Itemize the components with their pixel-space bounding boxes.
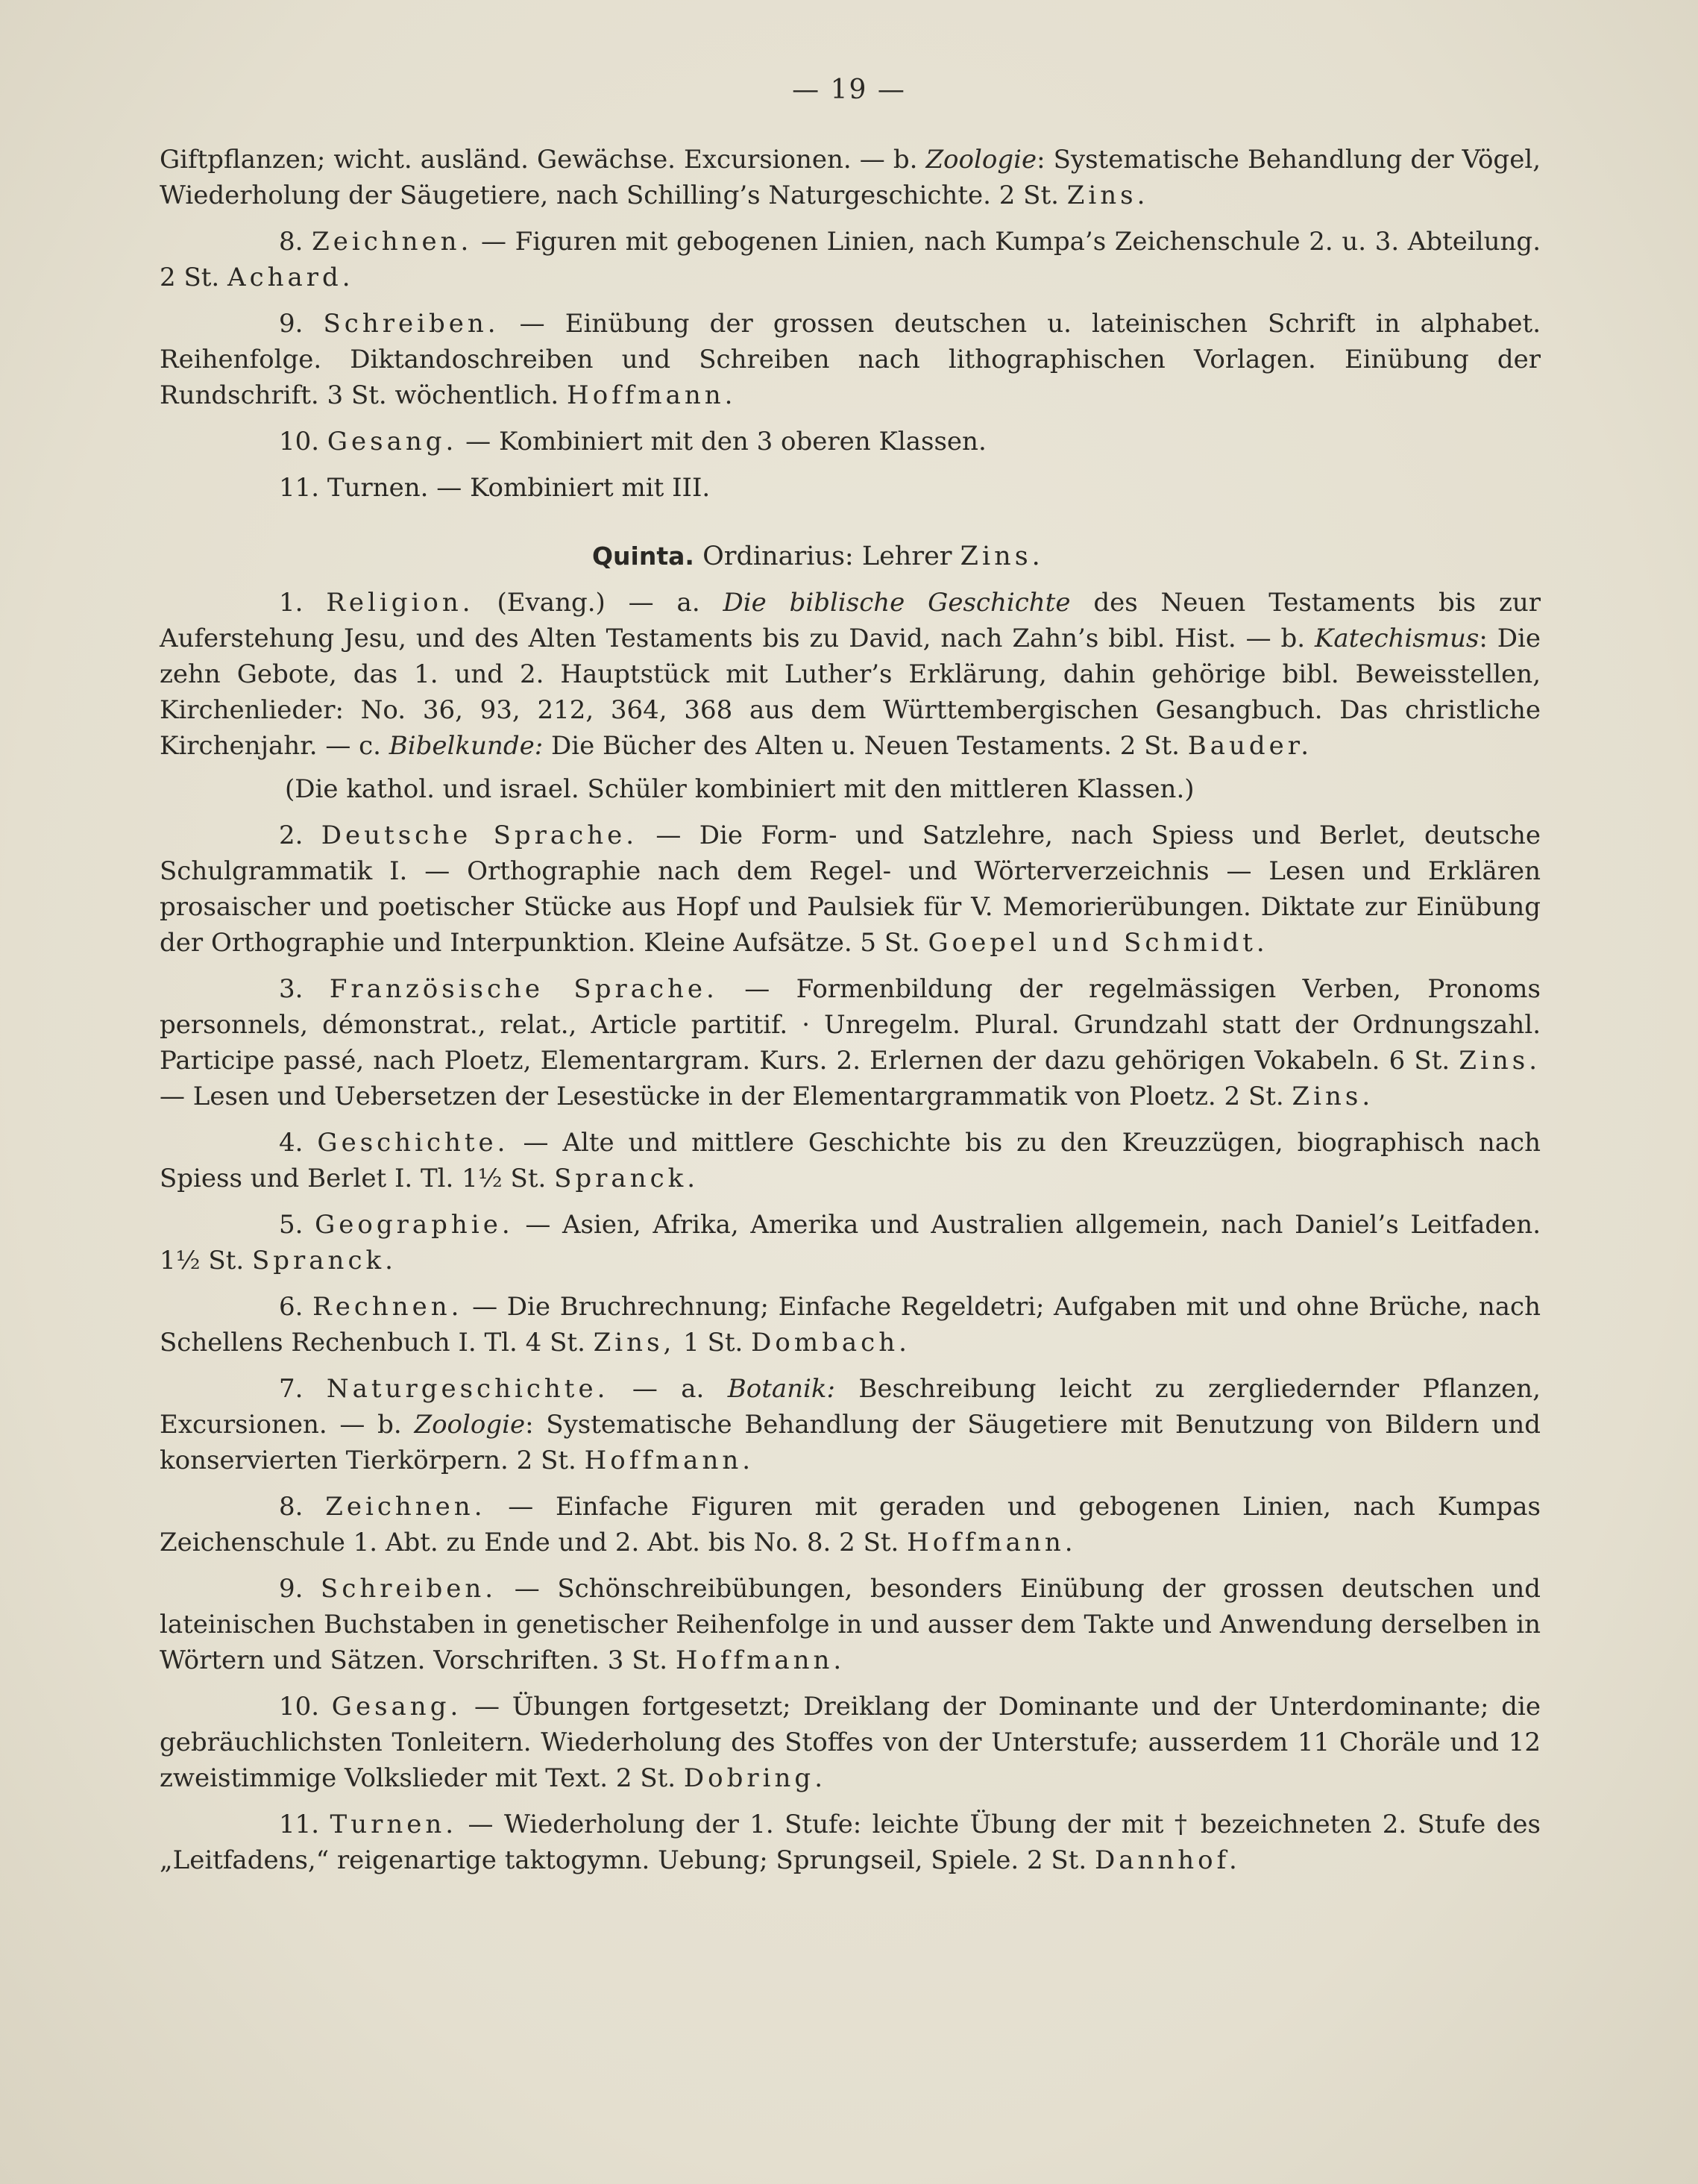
subject-item-naturgeschichte xyxy=(160,1371,1541,1478)
subject-title: Religion. xyxy=(326,588,474,618)
teacher-name: Hoffmann. xyxy=(584,1446,755,1475)
item-text: — a. xyxy=(609,1374,728,1404)
subject-item-religion xyxy=(160,585,1541,764)
teacher-name: Spranck. xyxy=(554,1164,699,1193)
subject-title: Geographie. xyxy=(315,1210,514,1240)
teacher-name: Zins. xyxy=(1292,1082,1374,1111)
continued-paragraph xyxy=(160,142,1541,213)
item-text: Die Bücher des Alten u. Neuen Testaments. 2 St. xyxy=(543,731,1188,761)
subject-item-turnen-quinta xyxy=(160,1807,1541,1878)
item-number: 1. xyxy=(279,588,327,618)
text-run: : Systematische Behandlung der Vögel, Wiederholung der Säugetiere, nach Schilling’s Naturgeschichte. 2 St. xyxy=(160,145,1541,210)
item-number: 9. xyxy=(279,1574,321,1604)
item-text: : Die zehn Gebote, das 1. und 2. Hauptstück mit Luther’s Erklärung, dahin gehörige bibl. Beweisstellen, Kirchenlieder: No. 36, 93, 212, 364, 368 aus dem Württembergischen Gesangbuch. Das christliche Kirchenjahr. — c. xyxy=(160,624,1541,761)
religion-note: (Die kathol. und israel. Schüler kombiniert mit den mittleren Klassen.) xyxy=(285,774,1195,804)
teacher-name: Hoffmann. xyxy=(567,380,737,410)
item-text: — Die Bruchrechnung; Einfache Regeldetri; Aufgaben mit und ohne Brüche, nach Schellens Rechenbuch I. Tl. 4 St. xyxy=(160,1292,1541,1358)
teacher-name: Hoffmann. xyxy=(675,1645,846,1675)
teacher-name: Zins. xyxy=(1066,181,1149,210)
item-text: — Einübung der grossen deutschen u. lateinischen Schrift in alphabet. Reihenfolge. Diktandoschreiben und Schreiben nach lithographischen Vorlagen. Einübung der Rundschrift. 3 St. wöchentlich. xyxy=(160,309,1541,410)
item-number: 2. xyxy=(279,820,321,850)
item-number: 10. xyxy=(279,427,327,456)
teacher-name: Goepel und Schmidt. xyxy=(928,928,1268,958)
subject-title: Zeichnen. xyxy=(325,1492,486,1522)
item-number: 5. xyxy=(279,1210,315,1240)
item-text: — Übungen fortgesetzt; Dreiklang der Dominante und der Unterdominante; die gebräuchlichsten Tonleitern. Wiederholung des Stoffes von der Unterstufe; ausserdem 11 Choräle und 12 zweistimmige Volkslieder mit Text. 2 St. xyxy=(160,1692,1541,1793)
item-text: — Wiederholung der 1. Stufe: leichte Übung der mit † bezeichneten 2. Stufe des „Leitfadens,“ reigenartige taktogymn. Uebung; Sprungseil, Spiele. 2 St. xyxy=(160,1810,1541,1875)
item-number: 9. xyxy=(279,309,324,339)
item-text: — Asien, Afrika, Amerika und Australien allgemein, nach Daniel’s Leitfaden. 1½ St. xyxy=(160,1210,1541,1275)
page-number: — 19 — xyxy=(792,75,906,105)
italic-run: Zoologie xyxy=(925,145,1037,175)
item-text: — Kombiniert mit den 3 oberen Klassen. xyxy=(457,427,987,456)
item-number: 11. xyxy=(279,473,327,503)
subject-item-zeichnen xyxy=(160,224,1541,295)
subject-item-geographie xyxy=(160,1207,1541,1278)
subject-title: Gesang. xyxy=(331,1692,462,1722)
item-text: — Alte und mittlere Geschichte bis zu den Kreuzzügen, biographisch nach Spiess und Berlet I. Tl. 1½ St. xyxy=(160,1128,1541,1193)
item-text: — Formenbildung der regelmässigen Verben, Pronoms personnels, démonstrat., relat., Article partitif. · Unregelm. Plural. Grundzahl statt der Ordnungszahl. Participe passé, nach Ploetz, Elementargram. Kurs. 2. Erlernen der dazu gehörigen Vokabeln. 6 St. xyxy=(160,974,1541,1076)
section-heading-quinta xyxy=(160,539,1541,574)
subject-title: Gesang. xyxy=(327,427,458,456)
teacher-name: Achard. xyxy=(227,263,354,292)
italic-run: Katechismus xyxy=(1315,624,1480,653)
item-number: 4. xyxy=(279,1128,318,1158)
subject-item-schreiben-quinta xyxy=(160,1571,1541,1678)
italic-run: Die biblische Geschichte xyxy=(723,588,1071,618)
item-number: 3. xyxy=(279,974,330,1004)
item-number: 6. xyxy=(279,1292,313,1322)
item-text: Beschreibung leicht zu zergliedernder Pflanzen, Excursionen. — b. xyxy=(160,1374,1541,1440)
item-number: 7. xyxy=(279,1374,327,1404)
teacher-name: Bauder. xyxy=(1187,731,1313,761)
subject-title: Naturgeschichte. xyxy=(326,1374,609,1404)
item-text: — Einfache Figuren mit geraden und gebogenen Linien, nach Kumpas Zeichenschule 1. Abt. zu Ende und 2. Abt. bis No. 8. 2 St. xyxy=(160,1492,1541,1557)
italic-run: Botanik: xyxy=(727,1374,835,1404)
item-number: 10. xyxy=(279,1692,332,1722)
class-title: Quinta. xyxy=(592,542,694,571)
ordinarius-label: Ordinarius: Lehrer xyxy=(694,542,960,571)
subject-title: Turnen. xyxy=(330,1810,458,1839)
subject-title: Schreiben. xyxy=(323,309,500,339)
subject-item-zeichnen-quinta xyxy=(160,1489,1541,1560)
item-text: — Figuren mit gebogenen Linien, nach Kumpa’s Zeichenschule 2. u. 3. Abteilung. 2 St. xyxy=(160,227,1541,292)
teacher-name: Dannhof. xyxy=(1094,1845,1241,1875)
item-number: 11. xyxy=(279,1810,330,1839)
page-body xyxy=(160,142,1541,1878)
subject-item-deutsch xyxy=(160,818,1541,961)
subject-title: Französische Sprache. xyxy=(329,974,718,1004)
item-text: — Die Form- und Satzlehre, nach Spiess und Berlet, deutsche Schulgrammatik I. — Orthographie nach dem Regel- und Wörterverzeichnis — Lesen und Erklären prosaischer und poetischer Stücke aus Hopf und Paulsiek für V. Memorierübungen. Diktate zur Einübung der Orthographie und Interpunktion. Kleine Aufsätze. 5 St. xyxy=(160,820,1541,958)
subject-item-rechnen xyxy=(160,1289,1541,1361)
subject-title: Deutsche Sprache. xyxy=(321,820,638,850)
subject-item-gesang xyxy=(160,424,1541,459)
subject-item-schreiben xyxy=(160,306,1541,413)
item-text: — Kombiniert mit III. xyxy=(428,473,711,503)
teacher-name: Zins. xyxy=(1459,1046,1541,1076)
item-text: des Neuen Testaments bis zur Auferstehung Jesu, und des Alten Testaments bis zu David, nach Zahn’s bibl. Hist. — b. xyxy=(160,588,1541,653)
subject-item-turnen xyxy=(160,470,1541,506)
subject-title: Turnen. xyxy=(327,473,429,503)
subject-item-geschichte xyxy=(160,1125,1541,1196)
teacher-name: Spranck. xyxy=(251,1246,397,1275)
item-number: 8. xyxy=(279,227,312,257)
teacher-name: Dobring. xyxy=(683,1763,826,1793)
item-number: 8. xyxy=(279,1492,326,1522)
subject-title: Geschichte. xyxy=(317,1128,509,1158)
subject-title: Zeichnen. xyxy=(312,227,473,257)
teacher-name: Hoffmann. xyxy=(907,1528,1077,1557)
teacher-name: Zins, xyxy=(593,1328,676,1358)
italic-run: Zoologie xyxy=(414,1410,526,1440)
subject-item-franzoesisch xyxy=(160,971,1541,1114)
teacher-name: Dombach. xyxy=(751,1328,911,1358)
subject-item-gesang-quinta xyxy=(160,1689,1541,1796)
ordinarius-name: Zins. xyxy=(960,542,1044,571)
item-text: (Evang.) — a. xyxy=(474,588,723,618)
italic-run: Bibelkunde: xyxy=(389,731,544,761)
item-text: : Systematische Behandlung der Säugetiere mit Benutzung von Bildern und konservierten Tierkörpern. 2 St. xyxy=(160,1410,1541,1475)
subject-title: Rechnen. xyxy=(312,1292,463,1322)
text-run: Giftpflanzen; wicht. ausländ. Gewächse. Excursionen. — b. xyxy=(160,145,926,175)
item-text: 1 St. xyxy=(675,1328,752,1358)
subject-title: Schreiben. xyxy=(321,1574,497,1604)
item-text: — Schönschreibübungen, besonders Einübung der grossen deutschen und lateinischen Buchstaben in genetischer Reihenfolge in und ausser dem Takte und Anwendung derselben in Wörtern und Sätzen. Vorschriften. 3 St. xyxy=(160,1574,1541,1675)
item-text: — Lesen und Uebersetzen der Lesestücke in der Elementargrammatik von Ploetz. 2 St. xyxy=(160,1082,1292,1111)
